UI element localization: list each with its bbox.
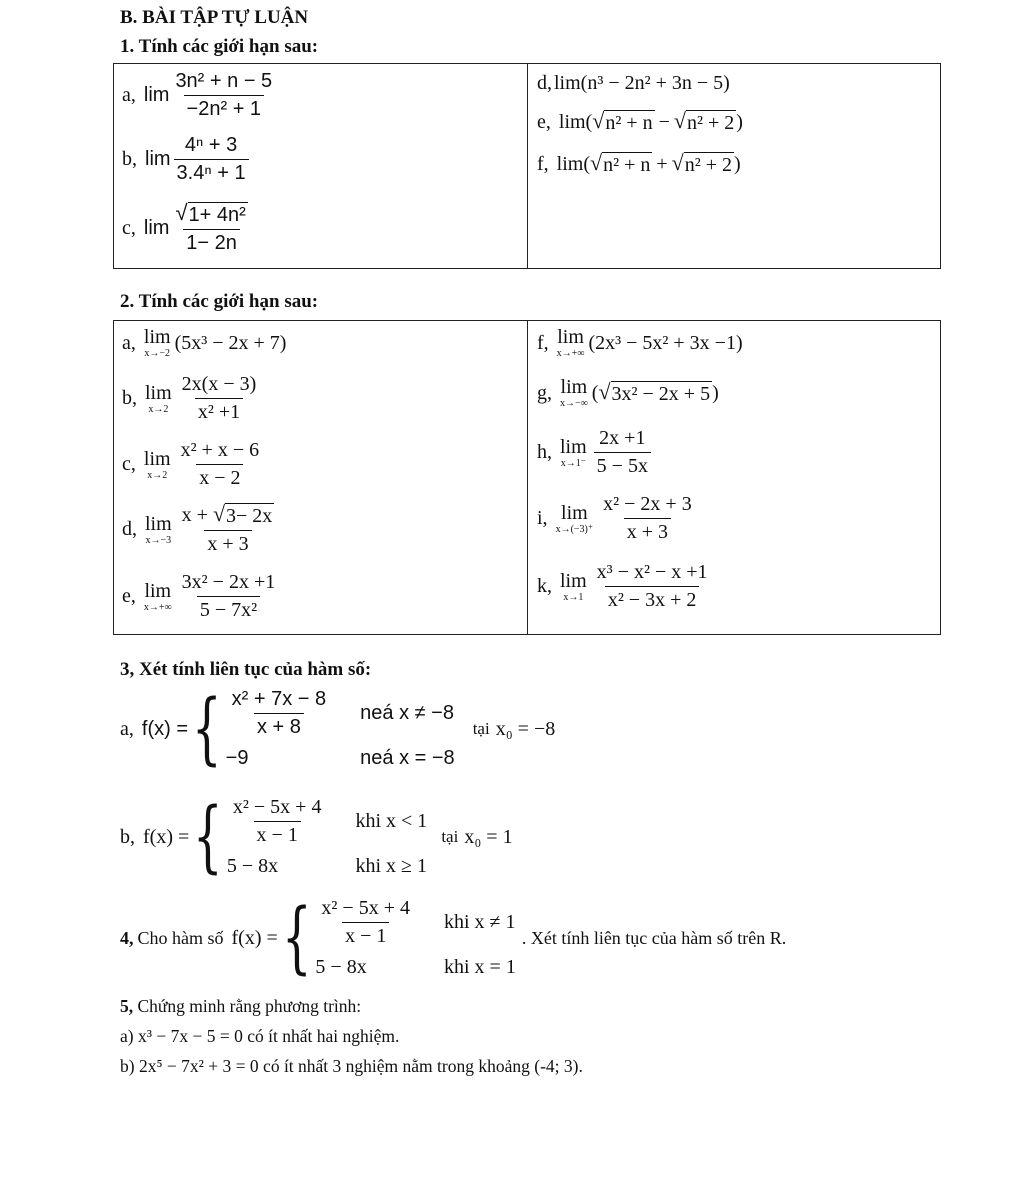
- s1-item-d: d, lim(n³ − 2n² + 3n − 5): [537, 72, 730, 94]
- s1-item-c: c, lim √ 1+ 4n² 1− 2n: [122, 200, 246, 254]
- s3-item-a: a, f(x) = { $\frac{\text{x² + 7x − 8}}{x + 8}$ neá x ≠ −8 −9 neá x = −8 tại x₀ = −8: [120, 684, 556, 774]
- s2-item-c: c, lim x→2 $\frac{\text{x² + x − 6}}{x - 2}$: [122, 439, 260, 489]
- s2-item-f: f, lim x→+∞ (2x³ − 5x² + 3x −1): [537, 326, 743, 359]
- s4-item: 4, Cho hàm số f(x) = { $\frac{\text{x² − 5x + 4}}{x - 1}$ khi x ≠ 1 5 − 8x khi x = 1 . Xét tính liên tục của hàm số trên R.: [120, 893, 787, 983]
- s5-item-a: a) x³ − 7x − 5 = 0 có ít nhất hai nghiệm.: [120, 1026, 400, 1046]
- section-1-heading: 1. Tính các giới hạn sau:: [120, 36, 319, 57]
- s1-item-f: f, lim( √ n² + n + √ n² + 2 ): [537, 150, 741, 176]
- s2-item-e: e, lim x→+∞ $\frac{\text{3x² − 2x +1}}{\text{5 − 7x²}}$: [122, 571, 276, 621]
- section-2-heading: 2. Tính các giới hạn sau:: [120, 291, 319, 312]
- s1-item-e: e, lim( √ n² + n − √ n² + 2 ): [537, 108, 743, 134]
- page-title: B. BÀI TẬP TỰ LUẬN: [120, 7, 309, 28]
- s5-item-b: b) 2x⁵ − 7x² + 3 = 0 có ít nhất 3 nghiệm nằm trong khoảng (-4; 3).: [120, 1056, 583, 1076]
- section-1-table: [113, 63, 941, 269]
- s1-item-b: b, lim $\frac{\text{4ⁿ + 3}}{\text{3.4ⁿ + 1}}$: [122, 134, 252, 185]
- s2-item-a: a, lim x→−2 (5x³ − 2x + 7): [122, 326, 287, 359]
- s3-item-b: b, f(x) = { $\frac{\text{x² − 5x + 4}}{x - 1}$ khi x < 1 5 − 8x khi x ≥ 1 tại x₀ = 1: [120, 792, 513, 882]
- s2-item-d: d, lim x→−3 x + √ 3− 2x x + 3: [122, 501, 273, 555]
- s2-item-h: h, lim x→1⁻ $\frac{2x +1}{5 - 5x}$: [537, 427, 654, 478]
- s2-item-g: g, lim x→−∞ ( √ 3x² − 2x + 5 ): [537, 376, 719, 409]
- s2-item-i: i, lim x→(−3)⁺ $\frac{\text{x² − 2x + 3}}{x + 3}$: [537, 493, 692, 543]
- section-2-table: [113, 320, 941, 635]
- section-3-heading: 3, Xét tính liên tục của hàm số:: [120, 659, 372, 680]
- s2-item-b: b, lim x→2 $\frac{2x(x - 3)}{\text{x² +1}}$: [122, 373, 257, 423]
- s1-item-a: a, lim $\frac{\text{3n² + n − 5}}{\text{−2n² + 1}}$: [122, 70, 273, 120]
- s2-item-k: k, lim x→1 $\frac{\text{x³ − x² − x +1}}{\text{x² − 3x + 2}}$: [537, 561, 708, 611]
- s5-heading: 5, Chứng minh rằng phương trình:: [120, 996, 362, 1016]
